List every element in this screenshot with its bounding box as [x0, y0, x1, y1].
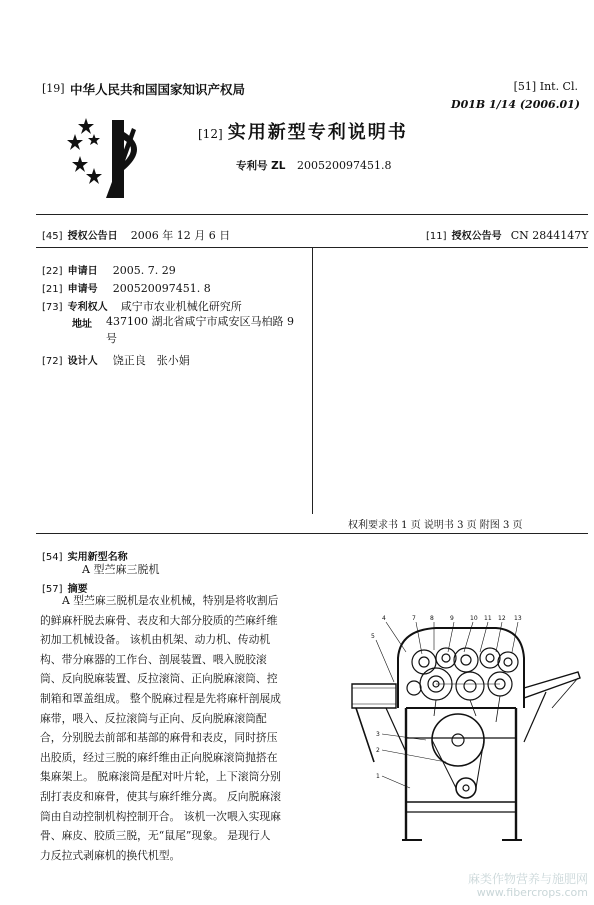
fig-label: 11: [484, 615, 492, 622]
abstract-line: 骨、麻皮、胶质三脱，无“鼠尾”现象。 是现行人: [40, 829, 271, 843]
patent-number-value: 200520097451.8: [296, 159, 392, 172]
fig-label: 13: [514, 615, 522, 622]
header-rule: [36, 214, 588, 215]
main-pulley: [432, 714, 484, 766]
fig-label: 3: [376, 731, 380, 738]
grant-date-value: 2006 年 12 月 6 日: [130, 229, 231, 242]
document-type-title: 实用新型专利说明书: [227, 122, 408, 143]
abstract-line: 初加工机械设备。 该机由机架、动力机、传动机: [40, 633, 271, 647]
patent-number-line: [236, 158, 391, 173]
grant-number-label: 授权公告号: [451, 231, 502, 242]
abstract-line: 制箱和罩盖组成。 整个脱麻过程是先将麻杆剖展成: [40, 691, 281, 705]
abstract-line: 麻带，喂入、反拉滚筒与正向、反向脱麻滚筒配: [40, 711, 267, 725]
feed-table: [352, 684, 396, 708]
filing-date-label: 申请日: [67, 266, 98, 277]
grant-number-line: [426, 224, 589, 243]
abstract-line: 集麻架上。 脱麻滚筒是配对叶片轮，上下滚筒分别: [40, 770, 281, 784]
abstract-line: 刮打表皮和麻骨，使其与麻纤维分离。 反向脱麻滚: [40, 789, 281, 803]
fig-label: 8: [430, 615, 434, 622]
abstract-text: [40, 591, 336, 865]
biblio-divider: [312, 247, 313, 514]
fig-label: 12: [498, 615, 506, 622]
tag-45: [45]: [42, 231, 63, 242]
patentee-row: [42, 295, 242, 314]
fig-label: 4: [382, 615, 386, 622]
emblem-star-3: [72, 156, 88, 172]
tag-54: [54]: [42, 552, 63, 563]
tag-72: [72]: [42, 356, 63, 367]
tag-51: [51]: [513, 80, 537, 93]
int-cl-line: [514, 80, 578, 93]
patentee-label: 专利权人: [67, 302, 108, 313]
abstract-line: 的鲜麻杆脱去麻骨、表皮和大部分胶质的苎麻纤维: [40, 613, 278, 627]
application-number-label: 申请号: [67, 284, 98, 295]
roller-group: [407, 648, 518, 700]
patent-number-label: 专利号 ZL: [236, 160, 286, 172]
designer-label: 设计人: [67, 356, 98, 367]
emblem-star-2: [67, 134, 83, 150]
tag-73: [73]: [42, 302, 63, 313]
motor-pulley: [456, 778, 476, 798]
cnipa-emblem: [66, 118, 152, 200]
filing-date-row: [42, 259, 176, 278]
patentee-value: 咸宁市农业机械化研究所: [120, 300, 242, 313]
fig-label: 10: [470, 615, 478, 622]
fig-label: 5: [371, 633, 375, 640]
tag-21: [21]: [42, 284, 63, 295]
tag-11: [11]: [426, 231, 447, 242]
application-number-value: 200520097451. 8: [112, 282, 211, 295]
emblem-star-5: [88, 134, 100, 145]
address-line-2: 号: [106, 332, 117, 345]
grant-date-line: [42, 224, 230, 243]
abstract-label: 摘要: [67, 584, 88, 595]
designer-row: [42, 349, 190, 368]
tag-19: [19]: [42, 82, 65, 95]
emblem-star-1: [78, 118, 94, 134]
biblio-bottom-rule: [36, 533, 588, 534]
designer-value: 饶正良 张小娟: [112, 354, 190, 367]
watermark-site-name: 麻类作物营养与施肥网: [467, 872, 588, 886]
abstract-line: 合，分别脱去前部和基部的麻骨和表皮，同时挤压: [40, 731, 278, 745]
tag-57: [57]: [42, 584, 63, 595]
abstract-line: 构、带分麻器的工作台、剖展装置、喂入脱胶滚: [40, 652, 267, 666]
tag-22: [22]: [42, 266, 63, 277]
watermark-url: www.fibercrops.com: [476, 886, 588, 899]
utility-name-value: A 型苎麻三脱机: [82, 563, 160, 576]
abstract-line: 力反拉式剥麻机的换代机型。: [40, 848, 181, 862]
abstract-line: A 型苎麻三脱机是农业机械，特别是将收割后: [62, 594, 279, 607]
fig-label: 2: [376, 747, 380, 754]
pages-note: 权利要求书 1 页 说明书 3 页 附图 3 页: [348, 520, 523, 531]
address-line-1: 437100 湖北省咸宁市咸安区马柏路 9: [106, 315, 294, 328]
abstract-line: 筒由自动控制机构控制开合。 该机一次喂入实现麻: [40, 809, 281, 823]
fig-label: 1: [376, 773, 380, 780]
doc-type-line: [198, 118, 408, 144]
patent-office-name: 中华人民共和国国家知识产权局: [70, 82, 246, 97]
filing-date-value: 2005. 7. 29: [112, 264, 176, 277]
int-cl-label: Int. Cl.: [539, 80, 578, 93]
fig-label: 7: [412, 615, 416, 622]
grant-date-label: 授权公告日: [67, 231, 118, 242]
grant-number-value: CN 2844147Y: [510, 229, 589, 242]
emblem-star-4: [86, 168, 102, 184]
fig-label: 9: [450, 615, 454, 622]
address-label: 地址: [72, 319, 92, 330]
tag-12: [12]: [198, 127, 223, 141]
application-number-row: [42, 277, 211, 296]
int-cl-value: D01B 1/14 (2006.01): [451, 98, 580, 111]
machine-drawing: [346, 612, 582, 844]
utility-name-label: 实用新型名称: [67, 552, 128, 563]
abstract-line: 出胶质，经过三脱的麻纤维由正向脱麻滚筒抛搭在: [40, 750, 278, 764]
abstract-line: 筒、反向脱麻装置、反拉滚筒、正向脱麻滚筒、控: [40, 672, 278, 686]
